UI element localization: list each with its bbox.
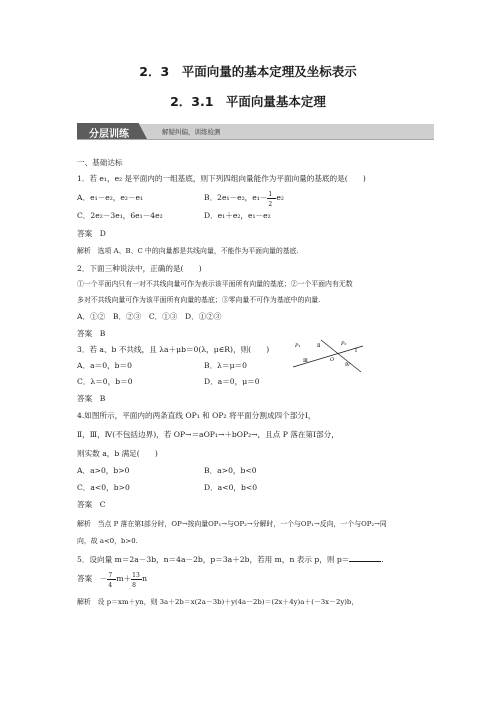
fraction-denominator: 2 (268, 200, 273, 208)
q5-fraction-1 (107, 571, 116, 589)
q1-stem: 1．若 e₁，e₂ 是平面内的一组基底，则下列四组向量能作为平面向量的基底的是( ) (77, 174, 366, 183)
q1-option-b-tail: e₂ (276, 193, 284, 202)
q1-answer: 答案 D (77, 229, 106, 238)
q1-analysis: 解析 选项 A、B、C 中的向量都是共线向量，不能作为平面向量的基底. (77, 247, 299, 255)
q4-option-a: A．a>0，b>0 (77, 466, 130, 475)
answer-blank (349, 553, 384, 564)
q5-stem-text: 5．设向量 m＝2a－3b，n＝4a－2b，p＝3a＋2b，若用 m，n 表示 p，则 p＝ (77, 555, 350, 564)
label-p2: P₂ (341, 341, 347, 347)
q4-line1: 4.如图所示，平面内的两条直线 OP₁ 和 OP₂ 将平面分割成四个部分Ⅰ， (77, 411, 316, 420)
q4-option-d: D．a<0，b<0 (204, 483, 258, 492)
q2-answer: 答案 B (77, 329, 106, 338)
region-diagram (291, 336, 365, 382)
banner-subtitle: 解疑纠偏，训练检测 (162, 128, 221, 136)
q5-answer-end: n (142, 574, 148, 583)
q4-line2: Ⅱ，Ⅲ，Ⅳ(不包括边界)，若 OP→＝aOP₁→＋bOP₂→，且点 P 落在第Ⅰ部分， (77, 430, 339, 439)
fraction-denominator: 8 (132, 581, 136, 589)
section-title: 2．3.1 平面向量基本定理 (170, 94, 326, 109)
q5-fraction-2 (131, 571, 142, 589)
q2-stem: 2．下面三种说法中，正确的是( ) (77, 264, 202, 273)
q1-option-d: D．e₁＋e₂，e₁－e₂ (204, 211, 271, 220)
q4-analysis-line2: 向，故 a<0，b>0. (77, 537, 138, 545)
chapter-title: 2．3 平面向量的基本定理及坐标表示 (139, 64, 357, 79)
fraction-denominator: 4 (108, 581, 113, 589)
fraction-numerator: 7 (108, 571, 113, 579)
q5-answer-mid: m＋ (116, 574, 132, 583)
label-p1: P₁ (295, 343, 301, 349)
fraction-numerator: 1 (268, 190, 273, 198)
q3-option-a: A．a＝0，b＝0 (77, 361, 132, 370)
q3-option-c: C．λ＝0，b＝0 (77, 377, 133, 386)
q2-line1: ①一个平面内只有一对不共线向量可作为表示该平面所有向量的基底；②一个平面内有无数 (77, 280, 353, 288)
q3-option-b: B．λ＝μ＝0 (204, 361, 247, 370)
q4-figure (291, 336, 365, 382)
section-heading: 一、基础达标 (77, 158, 123, 167)
practice-banner (77, 124, 434, 140)
q5-answer (77, 571, 148, 589)
q2-options: A．①② B．②③ C．①③ D．①②③ (77, 312, 222, 321)
q5-stem (77, 553, 384, 566)
q1-option-b-fraction (267, 190, 276, 208)
label-region-4: Ⅳ (345, 362, 350, 368)
q1-option-b-text: B．2e₁－e₂，e₁－ (204, 193, 268, 202)
q5-answer-label: 答案 － (77, 574, 108, 583)
q4-option-b: B．a>0，b<0 (204, 466, 257, 475)
q1-option-a: A．e₁－e₂，e₂－e₁ (77, 193, 144, 202)
q5-analysis: 解析 设 p＝xm＋yn，则 3a＋2b＝x(2a－3b)＋y(4a－2b)＝(2x＋4y)a＋(－3x－2y)b， (77, 598, 359, 606)
q3-option-d: D．a＝0，μ＝0 (204, 377, 260, 386)
label-o: O (330, 357, 335, 363)
banner-title: 分层训练 (89, 129, 129, 140)
q3-stem: 3．若 a、b 不共线，且 λa＋μb＝0(λ，μ∈R)，则( ) (77, 345, 270, 354)
q4-answer: 答案 C (77, 500, 106, 509)
q1-option-c: C．2e₂－3e₁，6e₁－4e₂ (77, 211, 163, 220)
fraction-numerator: 13 (132, 571, 140, 579)
label-region-3: Ⅲ (303, 358, 308, 364)
label-region-2: Ⅱ (317, 343, 321, 349)
q4-analysis-line1: 解析 当点 P 落在第Ⅰ部分时，OP→按向量OP₁→与OP₂→分解时，一个与OP₁→反向，一个与OP₂→同 (77, 520, 387, 528)
q3-answer: 答案 B (77, 394, 106, 403)
q1-option-b (204, 190, 284, 208)
q2-line2: 多对不共线向量可作为该平面所有向量的基底；③零向量不可作为基底中的向量. (77, 296, 321, 304)
q4-option-c: C．a<0，b>0 (77, 483, 130, 492)
q4-line3: 则实数 a，b 满足( ) (77, 449, 158, 458)
label-region-1: Ⅰ (355, 348, 357, 354)
q5-stem-end: . (381, 555, 384, 564)
